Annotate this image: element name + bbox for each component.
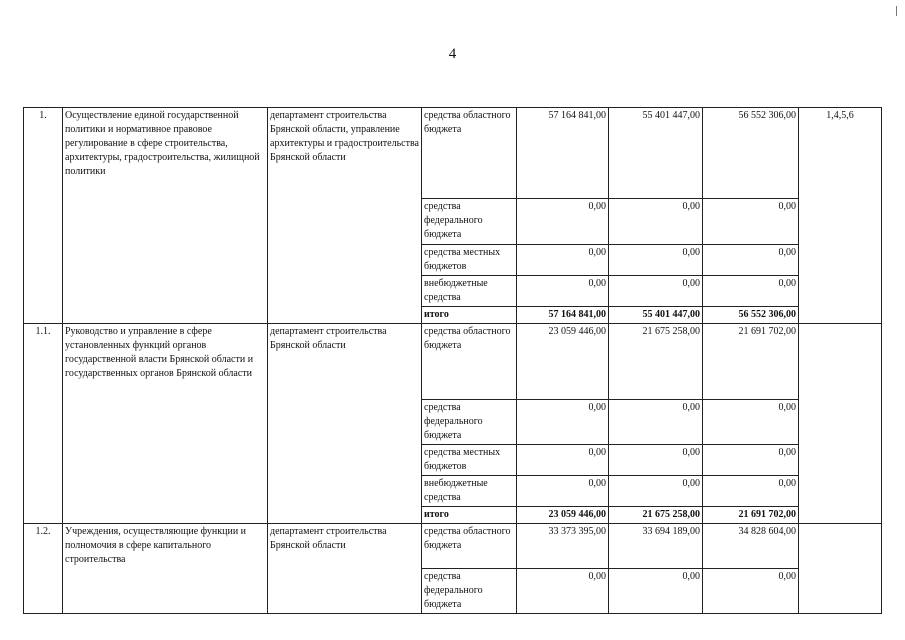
amount-year-1: 0,00: [517, 245, 609, 276]
amount-year-3: 0,00: [703, 199, 799, 245]
amount-year-3: 0,00: [703, 569, 799, 614]
amount-year-1: 0,00: [517, 276, 609, 307]
total-year-2: 55 401 447,00: [609, 307, 703, 324]
funding-source: средства местных бюджетов: [422, 245, 517, 276]
table-row: [24, 108, 882, 199]
indicator-refs: [799, 324, 882, 524]
row-number: 1.: [24, 108, 63, 324]
funding-source: средства местных бюджетов: [422, 445, 517, 476]
total-year-2: 21 675 258,00: [609, 507, 703, 524]
amount-year-2: 55 401 447,00: [609, 108, 703, 199]
measure-name: Учреждения, осуществляющие функции и полномочия в сфере капитального строительства: [63, 524, 268, 614]
funding-source: средства областного бюджета: [422, 324, 517, 400]
amount-year-2: 0,00: [609, 476, 703, 507]
amount-year-1: 0,00: [517, 199, 609, 245]
amount-year-1: 23 059 446,00: [517, 324, 609, 400]
table-row: [24, 324, 882, 400]
amount-year-1: 0,00: [517, 400, 609, 445]
budget-table: [23, 107, 882, 614]
measure-name: Руководство и управление в сфере установленных функций органов государственной власти Брянской области и государственных органов Брянской области: [63, 324, 268, 524]
amount-year-3: 34 828 604,00: [703, 524, 799, 569]
amount-year-1: 0,00: [517, 476, 609, 507]
amount-year-1: 57 164 841,00: [517, 108, 609, 199]
measure-name: Осуществление единой государственной политики и нормативное правовое регулирование в сфере строительства, архитектуры, градостроительства, жилищной политики: [63, 108, 268, 324]
amount-year-1: 0,00: [517, 445, 609, 476]
total-year-3: 21 691 702,00: [703, 507, 799, 524]
row-number: 1.1.: [24, 324, 63, 524]
amount-year-1: 33 373 395,00: [517, 524, 609, 569]
row-number: 1.2.: [24, 524, 63, 614]
amount-year-2: 21 675 258,00: [609, 324, 703, 400]
table-row: [24, 524, 882, 569]
amount-year-2: 0,00: [609, 199, 703, 245]
indicator-refs: [799, 524, 882, 614]
amount-year-3: 0,00: [703, 276, 799, 307]
amount-year-2: 0,00: [609, 400, 703, 445]
funding-source: внебюджетные средства: [422, 476, 517, 507]
total-label: итого: [422, 507, 517, 524]
funding-source: внебюджетные средства: [422, 276, 517, 307]
amount-year-2: 0,00: [609, 276, 703, 307]
executor: департамент строительства Брянской области: [268, 324, 422, 524]
amount-year-3: 0,00: [703, 245, 799, 276]
total-year-1: 57 164 841,00: [517, 307, 609, 324]
corner-mark: [896, 6, 897, 16]
total-year-1: 23 059 446,00: [517, 507, 609, 524]
amount-year-3: 0,00: [703, 476, 799, 507]
funding-source: средства федерального бюджета: [422, 569, 517, 614]
executor: департамент строительства Брянской области, управление архитектуры и градостроительства Брянской области: [268, 108, 422, 324]
amount-year-2: 0,00: [609, 245, 703, 276]
amount-year-3: 21 691 702,00: [703, 324, 799, 400]
amount-year-1: 0,00: [517, 569, 609, 614]
funding-source: средства областного бюджета: [422, 108, 517, 199]
amount-year-2: 0,00: [609, 445, 703, 476]
amount-year-2: 0,00: [609, 569, 703, 614]
page-number: 4: [448, 46, 457, 62]
funding-source: средства федерального бюджета: [422, 199, 517, 245]
amount-year-3: 56 552 306,00: [703, 108, 799, 199]
amount-year-2: 33 694 189,00: [609, 524, 703, 569]
total-label: итого: [422, 307, 517, 324]
funding-source: средства областного бюджета: [422, 524, 517, 569]
amount-year-3: 0,00: [703, 445, 799, 476]
amount-year-3: 0,00: [703, 400, 799, 445]
funding-source: средства федерального бюджета: [422, 400, 517, 445]
indicator-refs: 1,4,5,6: [799, 108, 882, 324]
total-year-3: 56 552 306,00: [703, 307, 799, 324]
executor: департамент строительства Брянской области: [268, 524, 422, 614]
